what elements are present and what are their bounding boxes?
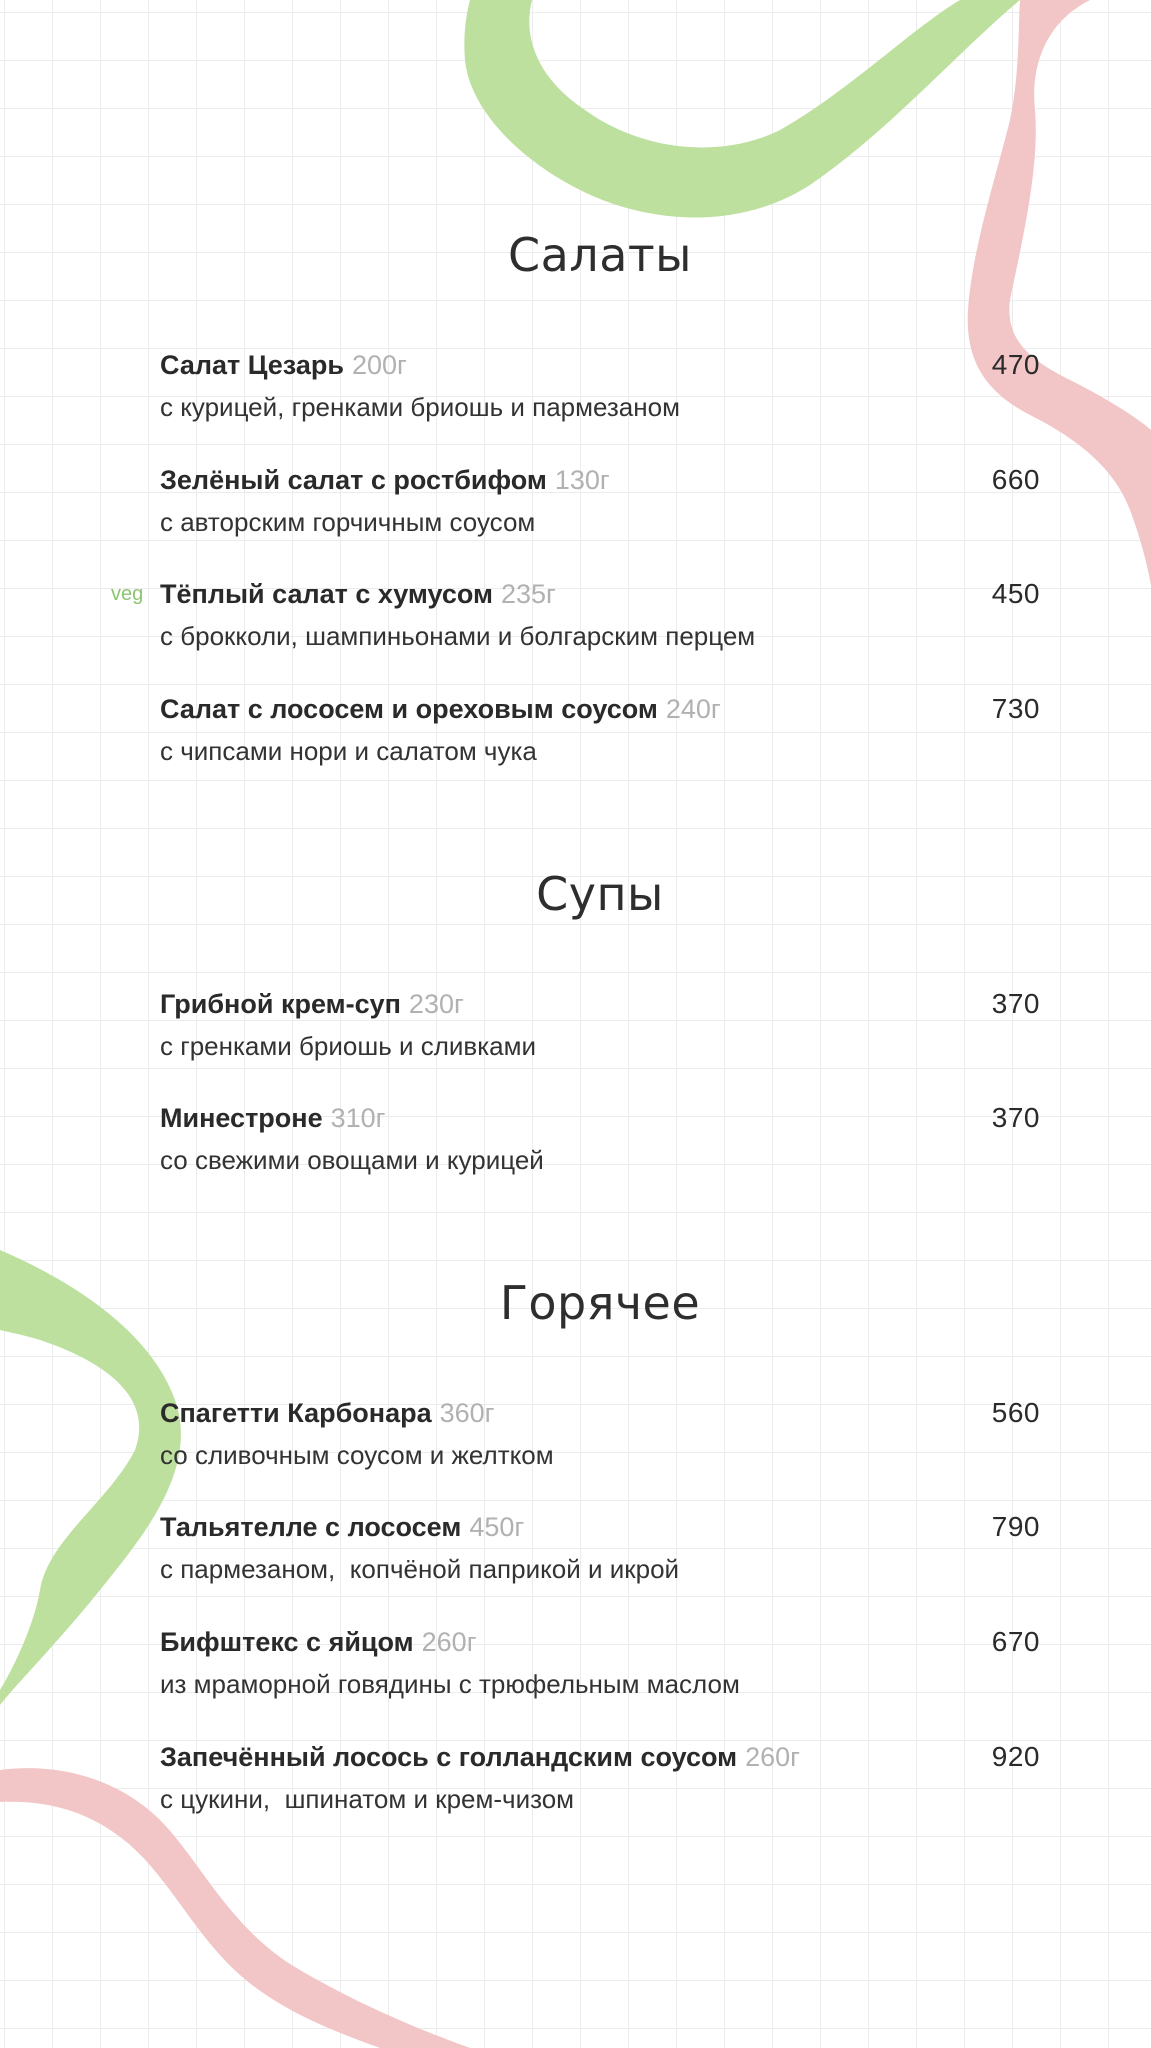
item-description: с чипсами нори и салатом чука <box>160 736 537 766</box>
item-description: со свежими овощами и курицей <box>160 1145 544 1175</box>
section-title-soups: Супы <box>536 867 664 921</box>
item-description: с гренками бриошь и сливками <box>160 1031 537 1061</box>
menu-item <box>160 692 1040 768</box>
item-name: Спагетти Карбонара <box>160 1398 432 1428</box>
menu-item <box>160 1396 1040 1472</box>
item-price: 560 <box>991 1397 1040 1428</box>
item-description: с авторским горчичным соусом <box>160 507 536 537</box>
menu-item <box>160 348 1040 424</box>
item-name: Зелёный салат с ростбифом <box>160 465 547 495</box>
item-price: 470 <box>991 349 1040 380</box>
menu-item <box>160 1740 1040 1816</box>
item-description: с брокколи, шампиньонами и болгарским перцем <box>160 621 756 651</box>
menu-item <box>160 987 1040 1063</box>
item-price: 730 <box>991 693 1040 724</box>
item-weight: 450г <box>469 1512 525 1542</box>
item-name: Грибной крем-суп <box>160 989 401 1019</box>
item-name: Тёплый салат с хумусом <box>160 579 493 609</box>
item-name: Запечённый лосось с голландским соусом <box>160 1742 738 1772</box>
item-description: с курицей, гренками бриошь и пармезаном <box>160 392 680 422</box>
item-weight: 235г <box>501 579 556 609</box>
menu-item <box>111 577 1040 653</box>
item-description: со сливочным соусом и желтком <box>160 1440 554 1470</box>
item-price: 450 <box>991 578 1040 609</box>
item-weight: 240г <box>665 694 721 724</box>
item-price: 920 <box>991 1741 1040 1772</box>
item-weight: 310г <box>330 1103 386 1133</box>
item-description: из мраморной говядины с трюфельным маслом <box>160 1669 740 1699</box>
menu-item <box>160 463 1040 539</box>
item-weight: 260г <box>745 1742 801 1772</box>
menu-item <box>160 1101 1040 1177</box>
menu-item <box>160 1510 1040 1586</box>
item-description: с пармезаном, копчёной паприкой и икрой <box>160 1554 680 1584</box>
item-name: Салат с лососем и ореховым соусом <box>160 694 658 724</box>
item-weight: 200г <box>351 350 407 380</box>
item-description: с цукини, шпинатом и крем-чизом <box>160 1784 575 1814</box>
item-weight: 360г <box>439 1398 495 1428</box>
section-title-hot-dishes: Горячее <box>499 1276 701 1330</box>
item-name: Тальятелле с лососем <box>160 1512 462 1542</box>
item-name: Салат Цезарь <box>160 350 344 380</box>
item-price: 790 <box>991 1511 1040 1542</box>
item-price: 370 <box>991 988 1040 1019</box>
veg-tag: veg <box>111 583 144 605</box>
menu-item <box>160 1625 1040 1701</box>
item-price: 660 <box>991 464 1040 495</box>
section-title-salads: Салаты <box>507 228 692 282</box>
item-price: 670 <box>991 1626 1040 1657</box>
item-weight: 130г <box>554 465 610 495</box>
item-name: Бифштекс с яйцом <box>160 1627 414 1657</box>
item-name: Минестроне <box>160 1103 323 1133</box>
item-weight: 260г <box>421 1627 477 1657</box>
item-price: 370 <box>991 1102 1040 1133</box>
item-weight: 230г <box>408 989 464 1019</box>
